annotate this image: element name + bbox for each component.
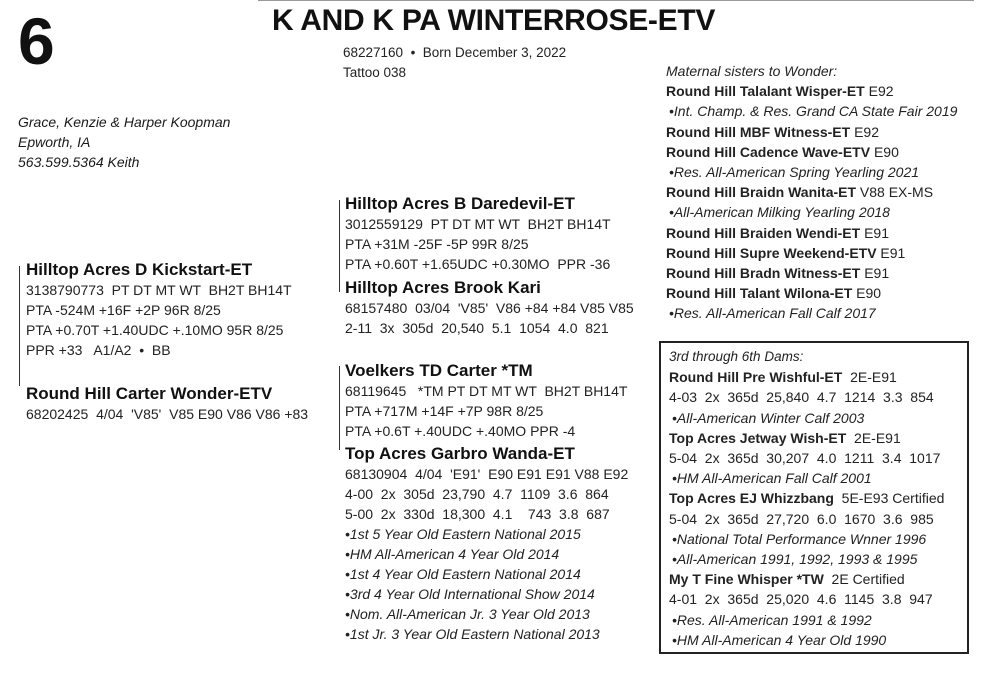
list-item xyxy=(666,303,957,323)
entry-record: 4-01 2x 365d 25,020 4.6 1145 3.8 947 xyxy=(669,591,933,608)
list-item xyxy=(666,263,957,283)
entry-record: 4-03 2x 365d 25,840 4.7 1214 3.3 854 xyxy=(669,389,934,406)
entry-name: Round Hill Pre Wishful-ET xyxy=(669,369,843,386)
dam-dam-honor: •1st 4 Year Old Eastern National 2014 xyxy=(345,566,581,582)
dam-block xyxy=(26,383,308,424)
dam-dam-honor: •Nom. All-American Jr. 3 Year Old 2013 xyxy=(345,606,590,622)
sire-dam-name: Hilltop Acres Brook Kari xyxy=(345,278,541,297)
registration-born: 68227160 • Born December 3, 2022 xyxy=(343,45,567,60)
top-rule xyxy=(258,0,974,1)
list-item xyxy=(669,610,944,630)
sire-sire-name: Hilltop Acres B Daredevil-ET xyxy=(345,194,575,213)
entry-honor: •Int. Champ. & Res. Grand CA State Fair 2019 xyxy=(669,103,958,120)
list-item xyxy=(666,122,957,142)
dam-sire-line-3: PTA +0.6T +.40UDC +.40MO PPR -4 xyxy=(345,423,576,439)
list-item xyxy=(669,589,944,609)
dam-sire-name: Voelkers TD Carter *TM xyxy=(345,361,533,380)
entry-name: Round Hill Talalant Wisper-ET xyxy=(666,83,865,100)
entry-score: E90 xyxy=(870,143,899,160)
sire-name: Hilltop Acres D Kickstart-ET xyxy=(26,260,253,279)
pedigree-bracket-sire xyxy=(19,266,20,386)
entry-honor: •Res. All-American Spring Yearling 2021 xyxy=(669,164,920,181)
entry-score: E91 xyxy=(860,265,890,282)
sire-dam-line-2: 2-11 3x 305d 20,540 5.1 1054 4.0 821 xyxy=(345,320,609,336)
list-item xyxy=(669,468,944,488)
entry-name: My T Fine Whisper *TW xyxy=(669,571,824,588)
dam-line-1: 68202425 4/04 'V85' V85 E90 V86 V86 +83 xyxy=(26,406,309,422)
list-item xyxy=(669,408,944,428)
entry-score: E91 xyxy=(860,224,889,241)
list-item xyxy=(666,283,957,303)
dam-dam-line-3: 5-00 2x 330d 18,300 4.1 743 3.8 687 xyxy=(345,506,610,522)
pedigree-bracket-dam-parents xyxy=(339,366,340,450)
dam-dam-honor: •3rd 4 Year Old International Show 2014 xyxy=(345,586,595,602)
dam-dam-honor: •1st 5 Year Old Eastern National 2015 xyxy=(345,526,581,542)
tattoo: Tattoo 038 xyxy=(343,65,407,80)
list-item xyxy=(666,182,957,202)
sire-sire-block xyxy=(345,193,611,274)
dam-dam-line-1: 68130904 4/04 'E91' E90 E91 E91 V88 E92 xyxy=(345,466,629,482)
sire-line-4: PPR +33 A1/A2 • BB xyxy=(26,342,171,358)
entry-score: E90 xyxy=(852,285,882,302)
maternal-sisters-heading: Maternal sisters to Wonder: xyxy=(666,63,838,79)
list-item xyxy=(669,488,944,508)
dams-box-content xyxy=(669,347,944,650)
entry-name: Round Hill Talant Wilona-ET xyxy=(666,285,853,302)
lot-number: 6 xyxy=(18,4,55,78)
list-item xyxy=(666,81,957,101)
entry-score: E91 xyxy=(876,244,906,261)
entry-honor: •National Total Performance Wnner 1996 xyxy=(672,530,927,547)
dam-sire-line-1: 68119645 *TM PT DT MT WT BH2T BH14T xyxy=(345,383,628,399)
consignor-phone: 563.599.5364 Keith xyxy=(18,154,140,170)
entry-score: E92 xyxy=(864,83,894,100)
maternal-sisters-list xyxy=(666,81,957,323)
entry-name: Round Hill MBF Witness-ET xyxy=(666,123,851,140)
entry-honor: •Res. All-American 1991 & 1992 xyxy=(672,611,872,628)
sire-line-3: PTA +0.70T +1.40UDC +.10MO 95R 8/25 xyxy=(26,322,284,338)
list-item xyxy=(669,367,944,387)
pedigree-bracket-sire-parents xyxy=(339,200,340,292)
list-item xyxy=(669,448,944,468)
list-item xyxy=(669,509,944,529)
maternal-sisters xyxy=(666,61,957,324)
entry-score: E92 xyxy=(850,123,880,140)
entry-name: Top Acres EJ Whizzbang xyxy=(669,490,834,507)
dam-dam-name: Top Acres Garbro Wanda-ET xyxy=(345,444,575,463)
dam-dam-honor: •HM All-American 4 Year Old 2014 xyxy=(345,546,560,562)
entry-name: Round Hill Braidn Wanita-ET xyxy=(666,184,857,201)
entry-score: 2E-E91 xyxy=(842,369,897,386)
entry-honor: •HM All-American 4 Year Old 1990 xyxy=(672,631,887,648)
dams-box-list xyxy=(669,367,944,650)
dam-dam-line-2: 4-00 2x 305d 23,790 4.7 1109 3.6 864 xyxy=(345,486,609,502)
list-item xyxy=(669,428,944,448)
list-item xyxy=(666,243,957,263)
sire-dam-line-1: 68157480 03/04 'V85' V86 +84 +84 V85 V85 xyxy=(345,300,634,316)
dams-box-heading: 3rd through 6th Dams: xyxy=(669,349,804,364)
list-item xyxy=(666,223,957,243)
entry-name: Top Acres Jetway Wish-ET xyxy=(669,429,847,446)
list-item xyxy=(669,630,944,650)
entry-score: 5E-E93 Certified xyxy=(833,490,945,507)
entry-honor: •HM All-American Fall Calf 2001 xyxy=(672,470,872,487)
entry-record: 5-04 2x 365d 30,207 4.0 1211 3.4 1017 xyxy=(669,450,941,467)
list-item xyxy=(669,387,944,407)
sire-sire-line-2: PTA +31M -25F -5P 99R 8/25 xyxy=(345,236,529,252)
consignor-location: Epworth, IA xyxy=(18,134,91,150)
list-item xyxy=(669,569,944,589)
sire-sire-line-1: 3012559129 PT DT MT WT BH2T BH14T xyxy=(345,216,611,232)
sire-line-1: 3138790773 PT DT MT WT BH2T BH14T xyxy=(26,282,292,298)
sire-block xyxy=(26,259,292,360)
consignor-names: Grace, Kenzie & Harper Koopman xyxy=(18,114,231,130)
entry-score: 2E-E91 xyxy=(846,429,901,446)
list-item xyxy=(669,529,944,549)
dam-sire-line-2: PTA +717M +14F +7P 98R 8/25 xyxy=(345,403,544,419)
entry-name: Round Hill Supre Weekend-ETV xyxy=(666,244,877,261)
list-item xyxy=(666,101,957,121)
consignor-info xyxy=(18,112,230,172)
list-item xyxy=(666,142,957,162)
dam-sire-block xyxy=(345,360,627,441)
dam-dam-block xyxy=(345,443,628,644)
entry-name: Round Hill Bradn Witness-ET xyxy=(666,265,861,282)
list-item xyxy=(666,202,957,222)
entry-honor: •All-American Winter Calf 2003 xyxy=(672,409,865,426)
entry-honor: •All-American Milking Yearling 2018 xyxy=(669,204,890,221)
entry-honor: •Res. All-American Fall Calf 2017 xyxy=(669,305,876,322)
dam-name: Round Hill Carter Wonder-ETV xyxy=(26,384,273,403)
entry-score: V88 EX-MS xyxy=(856,184,934,201)
dam-dam-honor: •1st Jr. 3 Year Old Eastern National 2013 xyxy=(345,626,600,642)
sire-line-2: PTA -524M +16F +2P 96R 8/25 xyxy=(26,302,221,318)
entry-name: Round Hill Braiden Wendi-ET xyxy=(666,224,861,241)
list-item xyxy=(666,162,957,182)
animal-name: K AND K PA WINTERROSE-ETV xyxy=(272,4,716,37)
sire-dam-block xyxy=(345,277,634,338)
list-item xyxy=(669,549,944,569)
entry-score: 2E Certified xyxy=(823,571,905,588)
entry-record: 5-04 2x 365d 27,720 6.0 1670 3.6 985 xyxy=(669,510,934,527)
sire-sire-line-3: PTA +0.60T +1.65UDC +0.30MO PPR -36 xyxy=(345,256,611,272)
entry-honor: •All-American 1991, 1992, 1993 & 1995 xyxy=(672,551,918,568)
entry-name: Round Hill Cadence Wave-ETV xyxy=(666,143,871,160)
